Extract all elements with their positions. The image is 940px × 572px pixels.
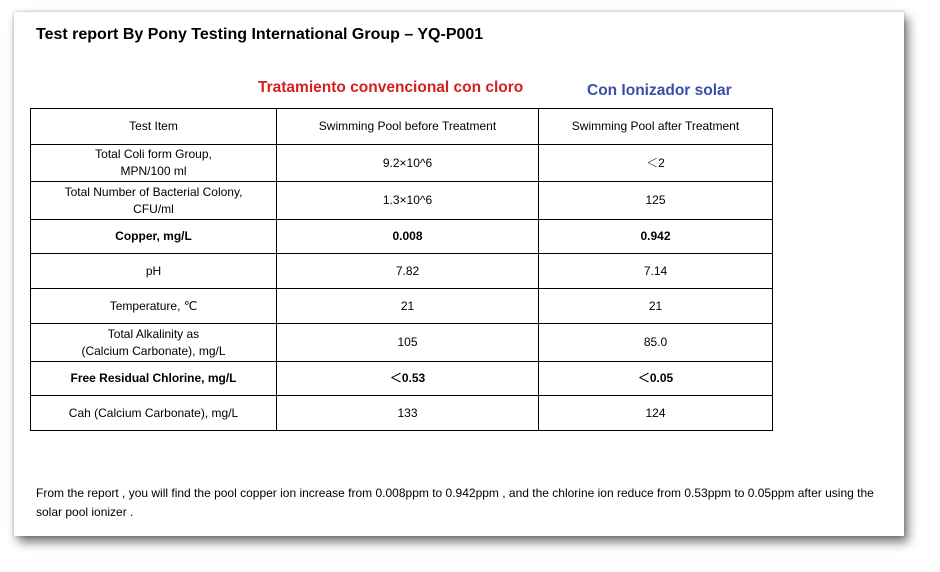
row-before-value: 1.3×10^6 bbox=[277, 182, 539, 220]
report-title: Test report By Pony Testing International Group – YQ-P001 bbox=[36, 26, 484, 43]
table-row bbox=[31, 324, 773, 362]
table-row bbox=[31, 220, 773, 254]
row-item-line: Total Number of Bacterial Colony, bbox=[64, 184, 243, 199]
table-row bbox=[31, 362, 773, 396]
row-before-value: 9.2×10^6 bbox=[277, 145, 539, 182]
row-before-value: 0.008 bbox=[277, 220, 539, 254]
label-conventional-treatment: Tratamiento convencional con cloro bbox=[258, 79, 524, 96]
row-before-value: 21 bbox=[277, 289, 539, 324]
row-before-value: ＜0.53 bbox=[277, 362, 539, 396]
table-row bbox=[31, 145, 773, 182]
table-row bbox=[31, 182, 773, 220]
row-after-value: 125 bbox=[539, 182, 773, 220]
row-after-value: 21 bbox=[539, 289, 773, 324]
row-item-line: Total Coli form Group, bbox=[95, 147, 212, 161]
row-item bbox=[31, 145, 277, 182]
table-header-row bbox=[31, 109, 773, 145]
label-solar-ionizer: Con Ionizador solar bbox=[587, 82, 732, 99]
row-after-value: ＜2 bbox=[539, 145, 773, 182]
test-results-table bbox=[30, 108, 773, 431]
table-row bbox=[31, 254, 773, 289]
row-item-line: (Calcium Carbonate), mg/L bbox=[81, 343, 226, 358]
header-test-item: Test Item bbox=[31, 109, 277, 145]
header-before-treatment: Swimming Pool before Treatment bbox=[277, 109, 539, 145]
row-item bbox=[31, 324, 277, 362]
row-item bbox=[31, 182, 277, 220]
row-item: Cah (Calcium Carbonate), mg/L bbox=[31, 396, 277, 431]
row-before-value: 133 bbox=[277, 396, 539, 431]
header-after-treatment: Swimming Pool after Treatment bbox=[539, 109, 773, 145]
row-after-value: ＜0.05 bbox=[539, 362, 773, 396]
row-before-value: 105 bbox=[277, 324, 539, 362]
row-after-value: 7.14 bbox=[539, 254, 773, 289]
row-after-value: 0.942 bbox=[539, 220, 773, 254]
report-conclusion: From the report , you will find the pool copper ion increase from 0.008ppm to 0.942ppm , and the chlorine ion reduce from 0.53ppm to 0.05ppm after using the solar pool ionizer . bbox=[36, 486, 874, 519]
row-item: pH bbox=[31, 254, 277, 289]
row-before-value: 7.82 bbox=[277, 254, 539, 289]
row-item: Free Residual Chlorine, mg/L bbox=[31, 362, 277, 396]
row-item: Copper, mg/L bbox=[31, 220, 277, 254]
row-item-line: Total Alkalinity as bbox=[107, 326, 200, 341]
row-item-line: MPN/100 ml bbox=[120, 164, 187, 178]
row-item: Temperature, ℃ bbox=[31, 289, 277, 324]
row-after-value: 124 bbox=[539, 396, 773, 431]
table-row bbox=[31, 289, 773, 324]
row-item-line: CFU/ml bbox=[133, 201, 174, 216]
row-after-value: 85.0 bbox=[539, 324, 773, 362]
report-page bbox=[14, 12, 904, 536]
table-row bbox=[31, 396, 773, 431]
